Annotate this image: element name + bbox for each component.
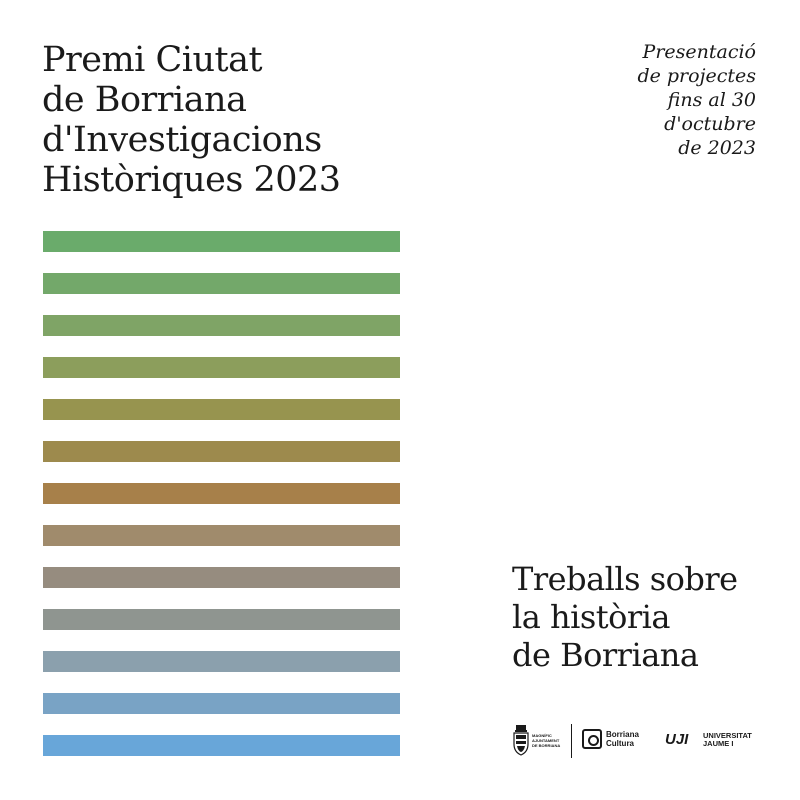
deadline-line-1: Presentació (642, 41, 756, 63)
color-stripe (43, 567, 400, 588)
cultura-line-2: Cultura (606, 739, 634, 748)
uji-mark: UJI (665, 731, 689, 748)
uji-line-1: UNIVERSITAT (703, 731, 752, 740)
color-stripe (43, 231, 400, 252)
cultura-line-1: Borriana (606, 730, 639, 739)
submission-deadline (556, 40, 756, 160)
poster-subtitle (512, 560, 738, 674)
color-stripe (43, 273, 400, 294)
color-stripe (43, 525, 400, 546)
sponsor-logos (512, 724, 762, 758)
color-stripe (43, 441, 400, 462)
ajuntament-line-2: AJUNTAMENT (532, 738, 560, 743)
color-stripe (43, 483, 400, 504)
borriana-cultura-label (606, 730, 639, 748)
title-line-2: de Borriana (42, 80, 247, 120)
title-line-1: Premi Ciutat (42, 40, 263, 80)
coat-of-arms-icon (512, 724, 530, 758)
subtitle-line-1: Treballs sobre (512, 560, 738, 598)
ajuntament-line-3: DE BORRIANA (532, 743, 561, 748)
logo-divider (571, 724, 572, 758)
deadline-line-2: de projectes (637, 65, 756, 87)
subtitle-line-2: la història (512, 598, 670, 636)
uji-line-2: JAUME I (703, 739, 734, 748)
color-stripe (43, 735, 400, 756)
title-line-4: Històriques 2023 (42, 160, 341, 200)
color-stripe (43, 357, 400, 378)
deadline-line-5: de 2023 (678, 137, 756, 159)
color-stripe (43, 315, 400, 336)
color-stripe (43, 651, 400, 672)
title-line-3: d'Investigacions (42, 120, 322, 160)
poster-title (42, 40, 422, 200)
color-stripes (43, 231, 400, 777)
borriana-cultura-logo-icon (582, 729, 602, 749)
ajuntament-line-1: MAGNÍFIC (532, 733, 552, 738)
ajuntament-label (532, 733, 560, 748)
uji-label (703, 732, 752, 748)
color-stripe (43, 609, 400, 630)
deadline-line-4: d'octubre (664, 113, 756, 135)
subtitle-line-3: de Borriana (512, 636, 699, 674)
color-stripe (43, 399, 400, 420)
deadline-line-3: fins al 30 (667, 89, 756, 111)
ajuntament-logo (512, 724, 572, 758)
color-stripe (43, 693, 400, 714)
